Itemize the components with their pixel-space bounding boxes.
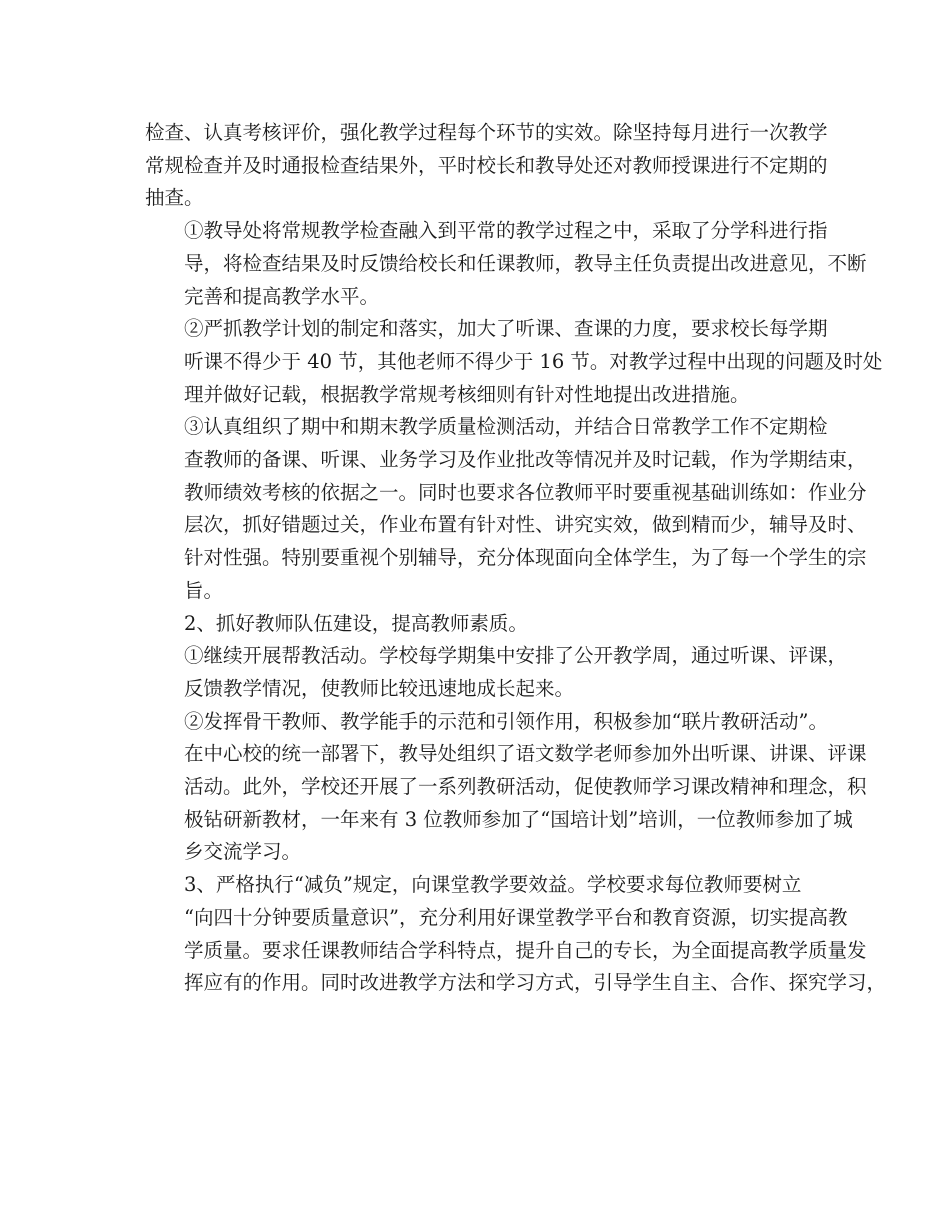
paragraph bbox=[145, 869, 887, 1000]
paragraph bbox=[145, 411, 867, 607]
text-line: 旨。 bbox=[184, 578, 224, 602]
paragraph bbox=[145, 608, 807, 641]
paragraph bbox=[145, 215, 867, 313]
text-line: 抽查。 bbox=[145, 186, 204, 210]
text-line: 极钻研新教材，一年来有 3 位教师参加了“国培计划”培训，一位教师参加了城 bbox=[184, 807, 853, 831]
paragraph bbox=[145, 313, 883, 411]
paragraph bbox=[145, 706, 867, 870]
text-line: 针对性强。特别要重视个别辅导，充分体现面向全体学生，为了每一个学生的宗 bbox=[184, 546, 867, 570]
paragraph bbox=[145, 117, 828, 215]
text-line: 2、抓好教师队伍建设，提高教师素质。 bbox=[184, 611, 528, 635]
text-line: 在中心校的统一部署下，教导处组织了语文数学老师参加外出听课、讲课、评课 bbox=[184, 742, 867, 766]
text-line: 理并做好记载，根据教学常规考核细则有针对性地提出改进措施。 bbox=[184, 382, 750, 406]
text-line: 学质量。要求任课教师结合学科特点，提升自己的专长，为全面提高教学质量发 bbox=[184, 938, 867, 962]
text-line: 层次，抓好错题过关，作业布置有针对性、讲究实效，做到精而少，辅导及时、 bbox=[184, 513, 867, 537]
text-line: ②严抓教学计划的制定和落实，加大了听课、查课的力度，要求校长每学期 bbox=[184, 317, 828, 341]
text-line: 反馈教学情况，使教师比较迅速地成长起来。 bbox=[184, 676, 575, 700]
text-line: 听课不得少于 40 节，其他老师不得少于 16 节。对教学过程中出现的问题及时处 bbox=[184, 349, 883, 373]
text-line: 3、严格执行“减负”规定，向课堂教学要效益。学校要求每位教师要树立 bbox=[184, 873, 802, 897]
text-line: ②发挥骨干教师、教学能手的示范和引领作用，积极参加“联片教研活动”。 bbox=[184, 709, 828, 733]
text-line: ①继续开展帮教活动。学校每学期集中安排了公开教学周，通过听课、评课， bbox=[184, 644, 848, 668]
text-line: 挥应有的作用。同时改进教学方法和学习方式，引导学生自主、合作、探究学习， bbox=[184, 971, 887, 995]
document-page bbox=[145, 117, 887, 1000]
paragraph bbox=[145, 640, 848, 705]
text-line: 常规检查并及时通报检查结果外，平时校长和教导处还对教师授课进行不定期的 bbox=[145, 153, 828, 177]
text-line: ③认真组织了期中和期末教学质量检测活动，并结合日常教学工作不定期检 bbox=[184, 415, 828, 439]
text-line: “向四十分钟要质量意识”，充分利用好课堂教学平台和教育资源，切实提高教 bbox=[184, 905, 848, 929]
text-line: 完善和提高教学水平。 bbox=[184, 284, 380, 308]
text-line: ①教导处将常规教学检查融入到平常的教学过程之中，采取了分学科进行指 bbox=[184, 219, 828, 243]
text-line: 乡交流学习。 bbox=[184, 840, 302, 864]
text-line: 教师绩效考核的依据之一。同时也要求各位教师平时要重视基础训练如：作业分 bbox=[184, 480, 867, 504]
text-line: 导，将检查结果及时反馈给校长和任课教师，教导主任负责提出改进意见，不断 bbox=[184, 251, 867, 275]
text-line: 检查、认真考核评价，强化教学过程每个环节的实效。除坚持每月进行一次教学 bbox=[145, 121, 828, 144]
text-line: 查教师的备课、听课、业务学习及作业批改等情况并及时记载，作为学期结束， bbox=[184, 448, 867, 472]
text-line: 活动。此外，学校还开展了一系列教研活动，促使教师学习课改精神和理念，积 bbox=[184, 775, 867, 799]
